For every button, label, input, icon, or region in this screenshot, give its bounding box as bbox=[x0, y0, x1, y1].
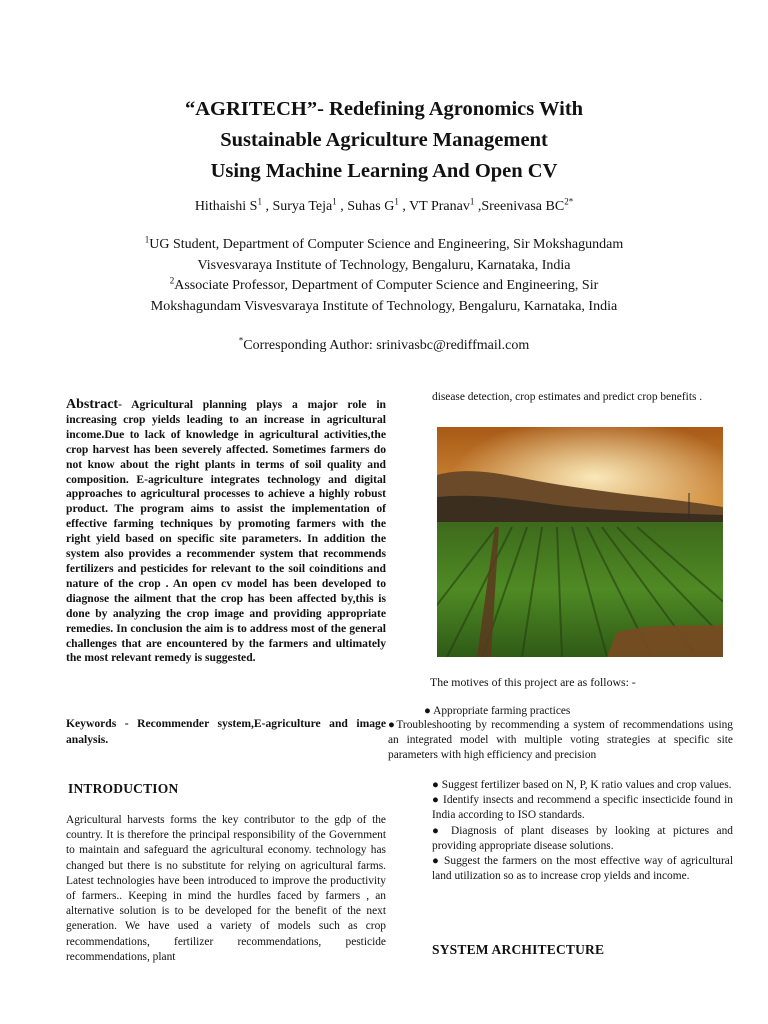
title-line: “AGRITECH”- Redefining Agronomics With bbox=[184, 98, 584, 120]
introduction-heading: INTRODUCTION bbox=[68, 781, 179, 796]
corresponding-sup: * bbox=[238, 335, 244, 346]
affiliation-sup: 2 bbox=[169, 275, 175, 286]
list-item: ● Diagnosis of plant diseases by looking at pictures and providing appropriate disease solutions. bbox=[432, 824, 733, 852]
motives-intro: The motives of this project are as follows: - bbox=[430, 675, 636, 689]
system-architecture-heading: SYSTEM ARCHITECTURE bbox=[432, 942, 605, 957]
author-sup: 1 bbox=[469, 196, 475, 207]
title-line: Sustainable Agriculture Management bbox=[220, 129, 548, 151]
introduction-text: Agricultural harvests forms the key contributor to the gdp of the country. It is therefore the principal responsibility of the Government to maintain and safeguard the agricultural economy. technology has changed but there is no substitute for relying on agricultural farms. Latest technologies have been introduced to improve the productivity of farmers.. Keeping in mind the hurdles faced by farmers , an alternative solution is to be developed for the benefit of the next generation. We have used a variety of models such as crop recommendations, fertilizer recommendations, pesticide recommendations, plant bbox=[66, 814, 386, 963]
author-sup: 2* bbox=[564, 196, 574, 207]
affiliation-sup: 1 bbox=[144, 234, 150, 245]
affiliation-2-line-2: Mokshagundam Visvesvaraya Institute of Technology, Bengaluru, Karnataka, India bbox=[150, 298, 618, 314]
author-sup: 1 bbox=[394, 196, 399, 207]
author-sup: 1 bbox=[332, 196, 337, 207]
title-line: Using Machine Learning And Open CV bbox=[210, 160, 558, 182]
bullet-troubleshooting: ●Troubleshooting by recommending a system of recommendations using an integrated model with multiple voting strategies at specific site parameters with high efficiency and precision bbox=[388, 719, 733, 762]
author-list: Hithaishi $S^1$ , Surya Teja$^1$ , Suhas $G^1$ , VT Pranav$^1$ ,Sreenivasa $BC^{2*}$ bbox=[194, 196, 574, 214]
affiliation-text: Associate Professor, Department of Computer Science and Engineering, Sir bbox=[174, 278, 599, 293]
keywords: Keywords - Recommender system,E-agriculture and image analysis. bbox=[66, 717, 386, 746]
author-name: Suhas G bbox=[347, 199, 395, 214]
continuation-text: disease detection, crop estimates and predict crop benefits . bbox=[432, 391, 703, 403]
affiliation-1-line-1 bbox=[0, 235, 768, 256]
affiliation-2-line-1 bbox=[0, 276, 768, 297]
paper-title bbox=[0, 94, 768, 187]
corresponding-author bbox=[0, 335, 768, 354]
abstract-heading: Abstract bbox=[66, 397, 119, 412]
motives-bullets bbox=[432, 778, 733, 884]
affiliations bbox=[0, 235, 768, 317]
author-name: Surya Teja bbox=[272, 199, 333, 214]
author-sup: 1 bbox=[257, 196, 262, 207]
list-item: ● Suggest fertilizer based on N, P, K ratio values and crop values. bbox=[432, 779, 732, 791]
crop-field-photo bbox=[437, 427, 723, 657]
affiliation-1-line-2: Visvesvaraya Institute of Technology, Bengaluru, Karnataka, India bbox=[197, 257, 571, 273]
list-item: ● Suggest the farmers on the most effective way of agricultural land utilization so as to increase crop yields and income. bbox=[432, 855, 733, 883]
abstract-text: - Agricultural planning plays a major role in increasing crop yields leading to an increase in agricultural income.Due to lack of knowledge in agricultural activities,the crop harvest has been severely affected. Sometimes farmers do not know about the right plants in terms of soil quality and composition. E-agriculture integrates technology and digital approaches to agricultural processes to achieve a highly robust product. The program aims to assist the implementation of effective farming techniques by promoting farmers with the right yield based on specific site parameters. In addition the system also provides a recommender system that recommends fertilizers and pesticides for relevant to the soil coinditions and nature of the crop . An open cv model has been developed to diagnose the ailment that the crop has been affected by,this is done by analyzing the crop image and providing appropriate remedies. In conclusion the aim is to address most of the general challenges that are encountered by the farmers and ultimately the most relevant remedy is suggested. bbox=[66, 398, 386, 665]
list-item: ● Identify insects and recommend a specific insecticide found in India according to ISO standards. bbox=[432, 794, 733, 822]
author-name: VT Pranav bbox=[409, 199, 470, 214]
affiliation-text: UG Student, Department of Computer Science and Engineering, Sir Mokshagundam bbox=[149, 237, 624, 252]
abstract bbox=[66, 398, 386, 666]
author-name: Sreenivasa BC bbox=[481, 199, 565, 214]
author-name: Hithaishi S bbox=[194, 199, 258, 214]
bullet-text: ● Appropriate farming practices bbox=[424, 705, 571, 717]
corresponding-text: Corresponding Author: srinivasbc@rediffmail.com bbox=[243, 338, 530, 353]
